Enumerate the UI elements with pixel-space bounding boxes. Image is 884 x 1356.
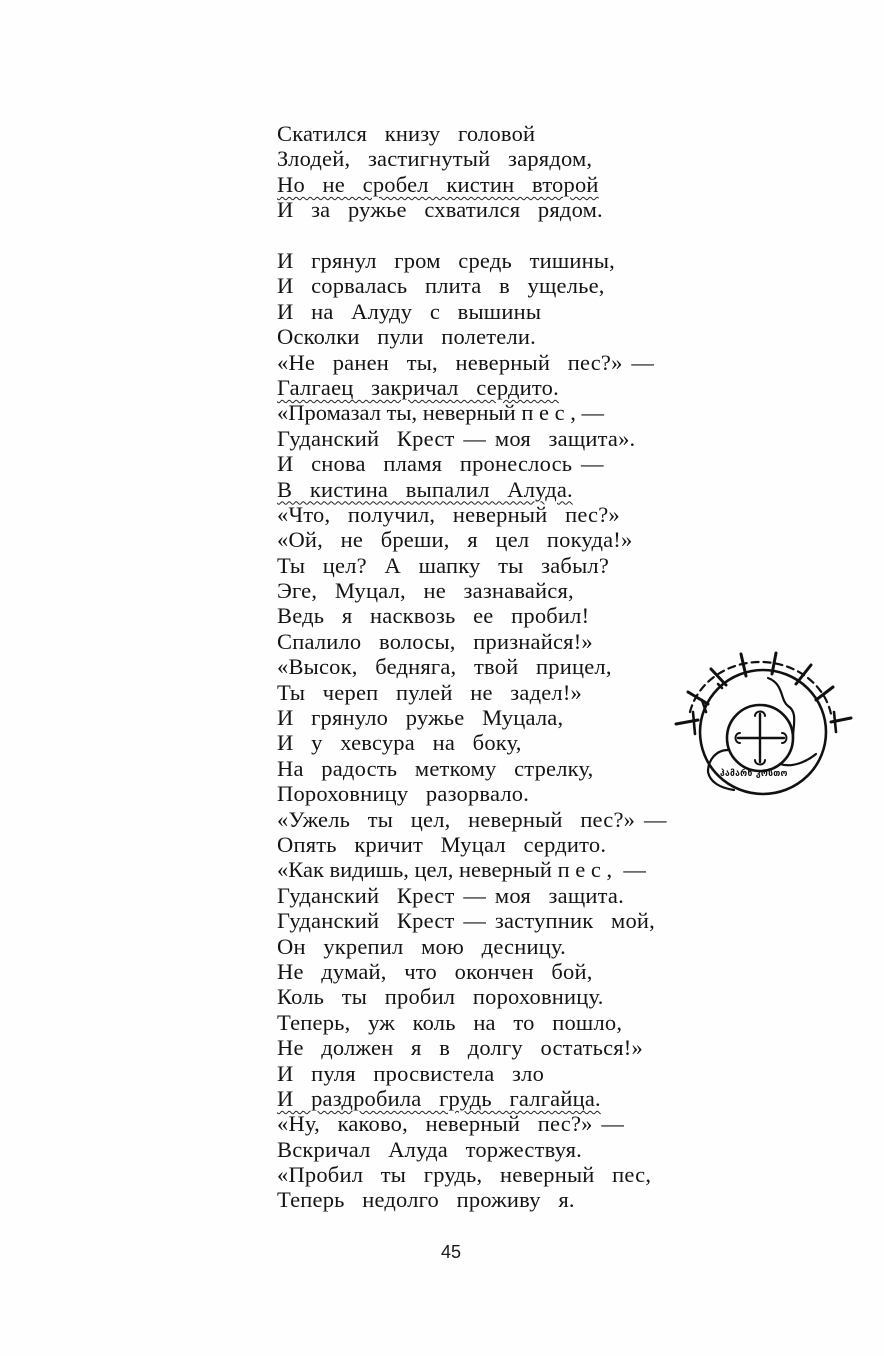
poem-line: «Ну, каково, неверный пес?» — [277, 1111, 625, 1137]
poem-line: Спалило волосы, признайся!» [277, 628, 593, 654]
poem-line: «Как видишь, цел, неверный п е с , — [277, 857, 646, 883]
page-number: 45 [440, 1242, 462, 1262]
poem-line: Эге, Муцал, не зазнавайся, [277, 578, 574, 604]
poem-line: И сорвалась плита в ущелье, [277, 273, 605, 299]
poem-line: И у хевсура на боку, [277, 730, 522, 756]
poem-line: На радость меткому стрелку, [277, 755, 594, 781]
poem-line: Гуданский Крест — моя защита. [277, 882, 624, 908]
stamp-seal [668, 642, 854, 798]
poem-line: И пуля просвистела зло [277, 1060, 545, 1086]
poem-line: «Промазал ты, неверный п е с , — [277, 400, 604, 426]
poem-line: Коль ты пробил пороховницу. [277, 984, 604, 1010]
poem-line-underlined: Галгаец закричал сердито. [277, 374, 559, 400]
poem-line: И на Алуду с вышины [277, 298, 542, 324]
poem-line: «Высок, бедняга, твой прицел, [277, 654, 612, 680]
poem-line: «Ой, не бреши, я цел покуда!» [277, 527, 633, 553]
poem-line-underlined: Но не сробел кистин второй [277, 171, 599, 197]
poem-line: Вскричал Алуда торжествуя. [277, 1136, 582, 1162]
poem-line: Гуданский Крест — заступник мой, [277, 908, 655, 934]
poem-line: И грянуло ружье Муцала, [277, 705, 564, 731]
poem-line: Он укрепил мою десницу. [277, 933, 566, 959]
poem-line: Теперь, уж коль на то пошло, [277, 1009, 623, 1035]
poem-line: «Ужель ты цел, неверный пес?» — [277, 806, 667, 832]
poem-line-underlined: И раздробила грудь галгайца. [277, 1085, 601, 1111]
poem-line: Пороховницу разорвало. [277, 781, 530, 807]
poem-line: Опять кричит Муцал сердито. [277, 831, 607, 857]
poem-line: Не должен я в долгу остаться!» [277, 1035, 643, 1061]
poem-line: Злодей, застигнутый зарядом, [277, 146, 593, 172]
poem-line: Теперь недолго проживу я. [277, 1187, 575, 1213]
poem-line: Скатился книзу головой [277, 121, 536, 146]
poem-line: И снова пламя пронеслось — [277, 451, 604, 477]
stamp-label: ჰამარნ კოსთო [720, 769, 788, 779]
poem-line: Гуданский Крест — моя защита». [277, 425, 636, 451]
poem-line: И за ружье схватился рядом. [277, 197, 603, 223]
poem-line: И грянул гром средь тишины, [277, 248, 616, 273]
poem-line: «Не ранен ты, неверный пес?» — [277, 349, 655, 375]
poem-line: «Пробил ты грудь, неверный пес, [277, 1162, 652, 1188]
poem-line: «Что, получил, неверный пес?» [277, 501, 620, 527]
poem-line: Ведь я насквозь ее пробил! [277, 603, 590, 629]
poem-line-underlined: В кистина выпалил Алуда. [277, 476, 573, 502]
poem-line: Ты череп пулей не задел!» [277, 679, 582, 705]
stanza-1 [277, 121, 603, 223]
poem-line: Не думай, что окончен бой, [277, 958, 593, 984]
poem-line: Ты цел? А шапку ты забыл? [277, 552, 610, 578]
poem-line: Осколки пули полетели. [277, 324, 536, 350]
stanza-2 [277, 248, 667, 1213]
